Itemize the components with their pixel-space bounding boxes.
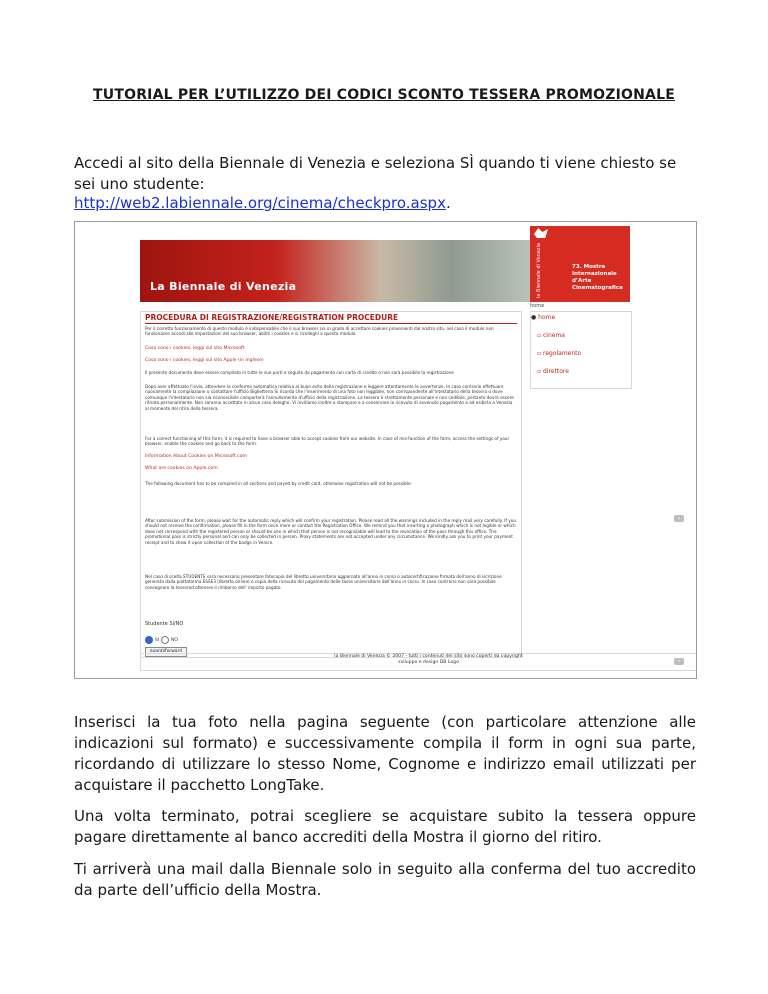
radio-no[interactable] [161, 636, 169, 644]
form-text-2: Il presente documento deve essere compilato in tutte le sue parti e seguito da pagamento con carta di credito o non sarà possibile la registrazione [145, 370, 454, 375]
radio-si[interactable] [145, 636, 153, 644]
banner [140, 240, 530, 302]
radio-si-label: SI [155, 637, 160, 643]
radio-no-label: NO [171, 637, 178, 643]
paragraph-2: Inserisci la tua foto nella pagina seguente (con particolare attenzione alle indicazioni sul formato) e successivamente compila il form in ogni sua parte, ricordando di utilizzare lo stesso Nome, Cognome e indirizzo email utilizzati per acquistare il pacchetto LongTake. [74, 713, 696, 794]
menu-item-cinema[interactable]: ▫ cinema [537, 332, 565, 339]
link-suffix: . [445, 194, 451, 212]
biennale-screenshot [74, 221, 697, 679]
scroll-arrow-icon[interactable]: ‹ [674, 515, 684, 522]
home-breadcrumb[interactable]: home [530, 303, 545, 309]
scroll-arrow-icon-bottom[interactable]: ‹ [674, 658, 684, 665]
form-text-3: Dopo aver effettuato l'invio, attendere la conferma automatica relativa al buon esito della registrazione e leggere attentamente le avvertenze. In caso contrario effettuare nuovamente la compilazione o contattare l'ufficio Biglietteria Si ricorda che l'inserimento di una foto non leggibile, non corrispondente all'intestatario della tessera o dove comunque l'intestatario non sia riconoscibile comporterà l'annullamento d'ufficio della registrazione. La tessera è strettamente personale e non cedibile, pertanto dovrà essere ritirato personalmente. Non saranno accettate in alcun caso deleghe. Vi invitiamo inoltre a stampare e a conservare la ricevuta di avvenuto pagamento e ad esibirla a Venezia al momento del ritiro della tessera. [145, 384, 514, 411]
link-line [74, 193, 696, 214]
footer-credits: sviluppo e design DB Logo [398, 660, 459, 665]
student-question: Studente SI/NO [145, 621, 184, 627]
lion-logo-icon [534, 228, 548, 238]
form-link-2[interactable]: Cosa sono i cookies, leggi sul sito Apple (in inglese) [145, 358, 264, 363]
form-text-6: After submission of the form, please wait for the automatic reply which will confirm your registration. Please read all the warnings included in the reply mail very carefully. If you should not receive the confirmation, please fill in the form once more or contact the Registration Office. We remind you that inserting a photograph which is not legible or which does not correspond with the registered person or should be one in which that person is not recognizable will lead to the revocation of the pass through this office. The promotional pass is strictly personal and can only be collected in person. Proxy statements are not accepted under any circumstance. We kindly ask you to print your payment receipt and to show it upon collection of the badge in Venice. [145, 518, 517, 545]
menu-item-home[interactable]: ● home [531, 314, 556, 321]
student-radio-group [145, 636, 178, 644]
site-footer [140, 653, 697, 671]
form-text-1: Per il corretto funzionamento di questo modulo è indispensabile che il suo browser sia in grado di accettare cookies provenienti dal nostro sito. nel caso il modulo non funzionasse accedi alle impostazioni del suo browser, abiliti i cookies e si ricolleghi a questo modulo. [145, 326, 494, 337]
forward-button[interactable]: avanti/forward [145, 647, 187, 657]
mostra-label: 73. Mostra Internazionale d’Arte Cinematografica [572, 264, 623, 291]
form-text-7: Nel caso di scelta STUDENTE sarà necessario presentare fotocopia del libretto universitario aggiornato all'anno in corso o autocertificazione firmata dell'anno di iscrizione generata dalla piattaforma ESSE3 (libretto online) o copia della ricevuta del pagamento delle tasse universitarie dell'anno in corso. In caso contrario non sarà possibile consegnare la tesserad ottenere il rimborso dell' importo pagato. [145, 574, 502, 590]
form-heading: PROCEDURA DI REGISTRAZIONE/REGISTRATION PROCEDURE [145, 313, 517, 324]
checkpro-link[interactable]: http://web2.labiennale.org/cinema/checkpro.aspx [74, 194, 446, 212]
form-link-3[interactable]: Information About Cookies on Microsoft.com [145, 454, 247, 459]
form-link-4[interactable]: What are cookies on Apple.com [145, 466, 218, 471]
form-text-5: The following document has to be compiled in all sections and payed by credit card, otherwise registration will not be possible: [145, 481, 412, 486]
vertical-label: la Biennale di Venezia [536, 243, 542, 298]
form-link-1[interactable]: Cosa sono i cookies, leggi sul sito Microsoft [145, 346, 245, 351]
footer-copyright: la Biennale di Venezia © 2007 - tutti i contenuti del sito sono coperti da copyright [334, 654, 523, 659]
paragraph-3: Una volta terminato, potrai scegliere se acquistare subito la tessera oppure pagare direttamente al banco accrediti della Mostra il giorno del ritiro. [74, 807, 696, 846]
document-title: TUTORIAL PER L’UTILIZZO DEI CODICI SCONTO TESSERA PROMOZIONALE [93, 87, 675, 103]
form-text-4: For a correct functioning of this form, it is required to have a browser able to accept cookies from our website. In case of mis-function of the form, access the settings of your browser, enable the cookies and go back to the form. [145, 436, 510, 447]
banner-title: La Biennale di Venezia [150, 280, 297, 293]
intro-paragraph: Accedi al sito della Biennale di Venezia e seleziona SÌ quando ti viene chiesto se sei uno studente: [74, 154, 677, 193]
menu-item-regolamento[interactable]: ▫ regolamento [537, 350, 582, 357]
menu-item-direttore[interactable]: ▫ direttore [537, 368, 569, 375]
paragraph-4: Ti arriverà una mail dalla Biennale solo in seguito alla conferma del tuo accredito da parte dell’ufficio della Mostra. [74, 860, 696, 899]
mostra-logo-box [530, 226, 630, 302]
